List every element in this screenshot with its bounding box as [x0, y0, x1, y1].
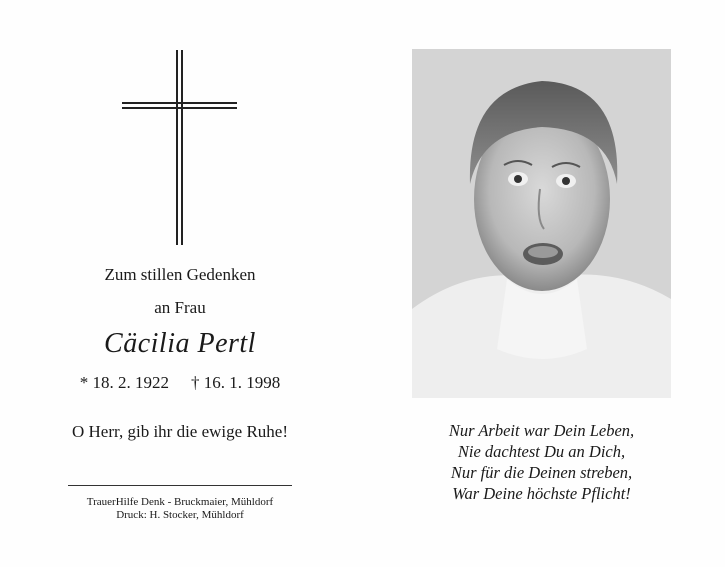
portrait-image	[412, 49, 671, 398]
poem	[412, 420, 671, 504]
heading-line-2: an Frau	[154, 298, 206, 317]
prayer-text: O Herr, gib ihr die ewige Ruhe!	[71, 422, 288, 441]
credit-printer: Druck: H. Stocker, Mühldorf	[116, 509, 244, 521]
death-date: † 16. 1. 1998	[191, 373, 281, 392]
portrait-photo	[412, 49, 671, 398]
poem-line-1: Nur Arbeit war Dein Leben,	[448, 421, 635, 440]
heading-line-1: Zum stillen Gedenken	[104, 265, 256, 284]
credit-funeral-home: TrauerHilfe Denk - Bruckmaier, Mühldorf	[86, 496, 274, 508]
memorial-left-panel	[40, 40, 340, 540]
poem-line-4: War Deine höchste Pflicht!	[452, 484, 631, 503]
divider	[68, 485, 292, 486]
deceased-name: Cäcilia Pertl	[104, 328, 256, 359]
birth-date: * 18. 2. 1922	[79, 373, 169, 392]
poem-line-3: Nur für die Deinen streben,	[450, 463, 633, 482]
life-dates	[40, 373, 320, 393]
poem-line-2: Nie dachtest Du an Dich,	[457, 442, 626, 461]
